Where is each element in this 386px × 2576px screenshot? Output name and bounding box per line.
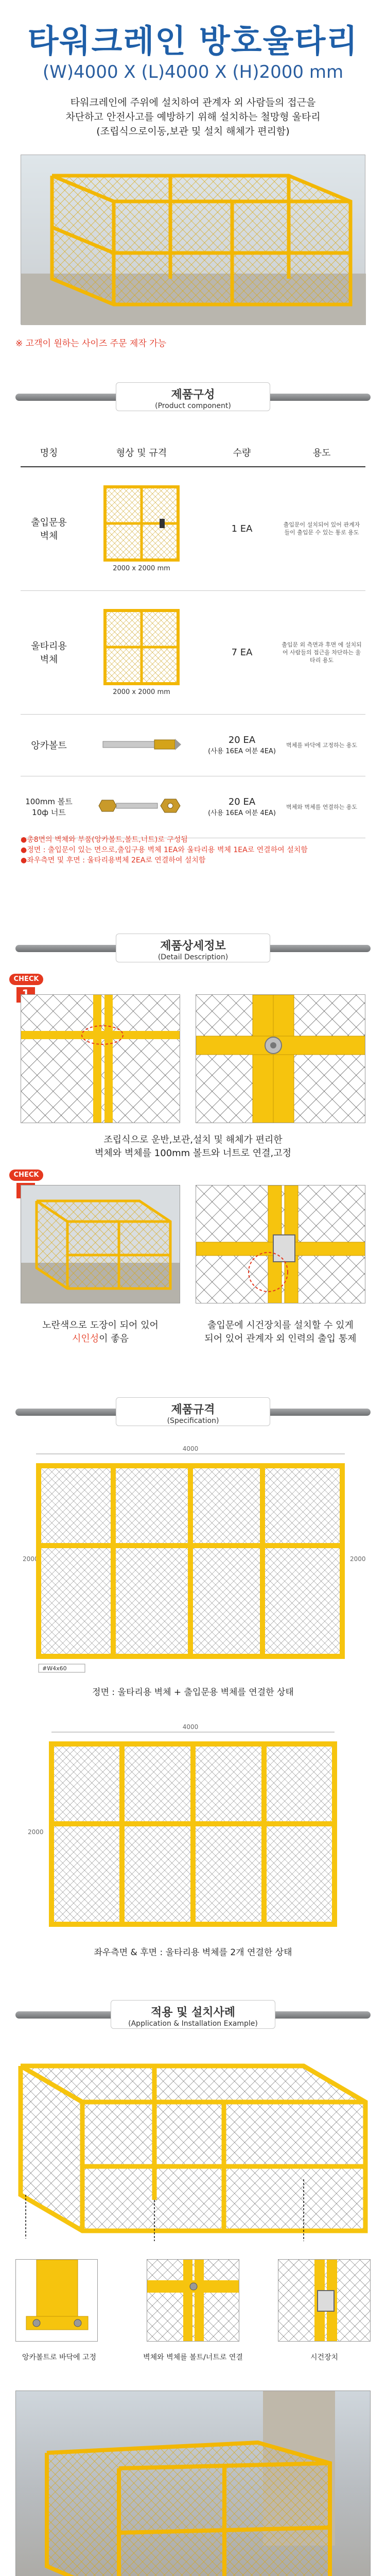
detail-photo-panel-joint xyxy=(21,994,180,1123)
qty-main: 20 EA xyxy=(228,796,256,807)
desc-line: 되어 있어 관계자 외 인력의 출입 통제 xyxy=(204,1333,357,1344)
page-title: 타워크레인 방호울타리 xyxy=(27,22,359,60)
install-photo-site-1 xyxy=(15,2391,371,2576)
row-name: 울타리용 벽체 xyxy=(21,590,77,714)
row-use: 벽체와 벽체를 연결하는 용도 xyxy=(278,776,365,838)
table-row xyxy=(21,714,365,776)
row-shape xyxy=(77,467,206,590)
section-title-pill xyxy=(111,2000,275,2029)
qty-main: 20 EA xyxy=(228,735,256,745)
desc-line: 조립식으로 운반,보관,설치 및 해체가 편리한 xyxy=(103,1134,283,1145)
anchor-bolt-image xyxy=(98,731,185,757)
section-header-install xyxy=(0,1994,386,2031)
hero-fence-photo xyxy=(21,155,365,325)
side-width-dim: 4000 xyxy=(182,1723,199,1731)
row-qty: 7 EA xyxy=(206,590,278,714)
detail-photo-bolt-closeup xyxy=(196,994,365,1123)
qty-sub: (사용 16EA 여분 4EA) xyxy=(208,748,276,755)
row-shape xyxy=(77,776,206,838)
caption-joint: 벽체와 벽체를 볼트/너트로 연결 xyxy=(143,2353,243,2362)
install-detail-lock xyxy=(278,2259,371,2342)
row-shape xyxy=(77,714,206,776)
mesh-spec-label: #W4x60 xyxy=(42,1665,67,1672)
qty-sub: (사용 16EA 여분 4EA) xyxy=(208,809,276,817)
custom-size-note: ※ 고객이 원하는 사이즈 주문 제작 가능 xyxy=(15,338,166,349)
detail-photo-yellow-fence xyxy=(21,1185,180,1303)
install-detail-captions xyxy=(0,2352,386,2364)
section-header-spec xyxy=(0,1391,386,1428)
detail-desc-2-left xyxy=(21,1319,180,1346)
desc-line: 벽체와 벽체를 100mm 볼트와 너트로 연결,고정 xyxy=(95,1148,291,1159)
product-dimensions: (W)4000 X (L)4000 X (H)2000 mm xyxy=(42,62,344,82)
section-title-pill xyxy=(116,382,270,411)
intro-line: 타워크레인에 주위에 설치하여 관계자 외 사람들의 접근을 xyxy=(70,97,316,108)
front-width-dim: 4000 xyxy=(182,1445,199,1452)
front-height-dim: 2000 xyxy=(23,1555,39,1563)
section-title: 적용 및 설치사례 xyxy=(150,2006,236,2019)
row-use: 출입문 외 측면과 후면 에 설치되어 사람들의 접근을 차단하는 울타리 용도 xyxy=(278,590,365,714)
column-header: 용도 xyxy=(278,438,365,467)
desc-tail: 이 좋음 xyxy=(99,1333,129,1344)
install-detail-joint xyxy=(147,2259,239,2342)
detail-desc-1 xyxy=(0,1133,386,1160)
desc-line: 출입문에 시건장치를 설치할 수 있게 xyxy=(207,1320,354,1331)
row-use: 출입문이 설치되어 있어 관계자들이 출입문 수 있는 통로 용도 xyxy=(278,467,365,590)
section-subtitle: (Application & Installation Example) xyxy=(128,2020,258,2028)
table-row xyxy=(21,467,365,590)
column-header: 형상 및 규격 xyxy=(77,438,206,467)
intro-line: (조립식으로이동,보관 및 설치 해체가 편리함) xyxy=(96,126,290,137)
intro-line: 차단하고 안전사고를 예방하기 위해 설치하는 철망형 울타리 xyxy=(65,111,321,123)
caption-anchor: 앙카볼트로 바닥에 고정 xyxy=(22,2353,97,2362)
side-spec-caption: 좌우측면 & 후면 : 울타리용 벽체를 2개 연결한 상태 xyxy=(94,1947,292,1958)
install-perspective-drawing xyxy=(15,2045,371,2246)
section-header-component xyxy=(0,376,386,413)
row-qty xyxy=(206,714,278,776)
component-notes xyxy=(21,835,308,866)
section-subtitle: (Specification) xyxy=(167,1417,219,1425)
row-use: 벽체를 바닥에 고정하는 용도 xyxy=(278,714,365,776)
door-panel-image xyxy=(103,485,180,565)
row-name: 앙카볼트 xyxy=(21,714,77,776)
install-detail-anchor xyxy=(15,2259,98,2342)
desc-line-visibility xyxy=(21,1332,180,1346)
section-subtitle: (Product component) xyxy=(155,402,231,410)
column-header: 명칭 xyxy=(21,438,77,467)
desc-line: 노란색으로 도장이 되어 있어 xyxy=(42,1320,159,1331)
column-header: 수량 xyxy=(206,438,278,467)
section-title-pill xyxy=(116,934,270,962)
detail-photo-door-lock xyxy=(196,1185,365,1303)
row-qty: 1 EA xyxy=(206,467,278,590)
check-label: CHECK xyxy=(9,1170,43,1181)
section-title-pill xyxy=(116,1397,270,1426)
check-label: CHECK xyxy=(9,974,43,985)
front-spec-drawing xyxy=(15,1443,371,1674)
shape-caption: 2000 x 2000 mm xyxy=(113,688,170,696)
section-header-detail xyxy=(0,927,386,964)
front-height-dim-right: 2000 xyxy=(350,1555,366,1563)
bolt-nut-image xyxy=(98,793,185,819)
shape-caption: 2000 x 2000 mm xyxy=(113,565,170,573)
row-name: 출입문용 벽체 xyxy=(21,467,77,590)
side-spec-drawing xyxy=(15,1721,371,1937)
caption-lock: 시건장치 xyxy=(310,2353,339,2362)
row-name: 100mm 볼트 10ф 너트 xyxy=(21,776,77,838)
side-height-dim: 2000 xyxy=(28,1828,44,1836)
front-spec-caption: 정면 : 울타리용 벽체 + 출입문용 벽체를 연결한 상태 xyxy=(92,1687,294,1698)
section-title: 제품상세정보 xyxy=(160,940,226,953)
section-title: 제품구성 xyxy=(171,388,215,401)
component-table xyxy=(21,438,365,838)
note-line: ●좌우측면 및 후면 : 울타리용벽체 2EA로 연결하여 설치함 xyxy=(21,856,206,865)
note-line: ●총8면의 벽체와 부품(앙카볼트,볼트,너트)로 구성됨 xyxy=(21,836,188,844)
row-qty xyxy=(206,776,278,838)
note-line: ●정면 : 출입문이 있는 면으로,출입구용 벽체 1EA와 울타리용 벽체 1EA로 연결하여 설치함 xyxy=(21,846,308,854)
section-subtitle: (Detail Description) xyxy=(157,953,229,961)
highlight-visibility: 시인성 xyxy=(72,1333,99,1344)
row-shape xyxy=(77,590,206,714)
table-row xyxy=(21,776,365,838)
section-title: 제품규격 xyxy=(171,1403,215,1416)
fence-panel-image xyxy=(103,608,180,688)
detail-desc-2-right xyxy=(196,1319,365,1346)
table-row xyxy=(21,590,365,714)
intro-text xyxy=(0,95,386,139)
